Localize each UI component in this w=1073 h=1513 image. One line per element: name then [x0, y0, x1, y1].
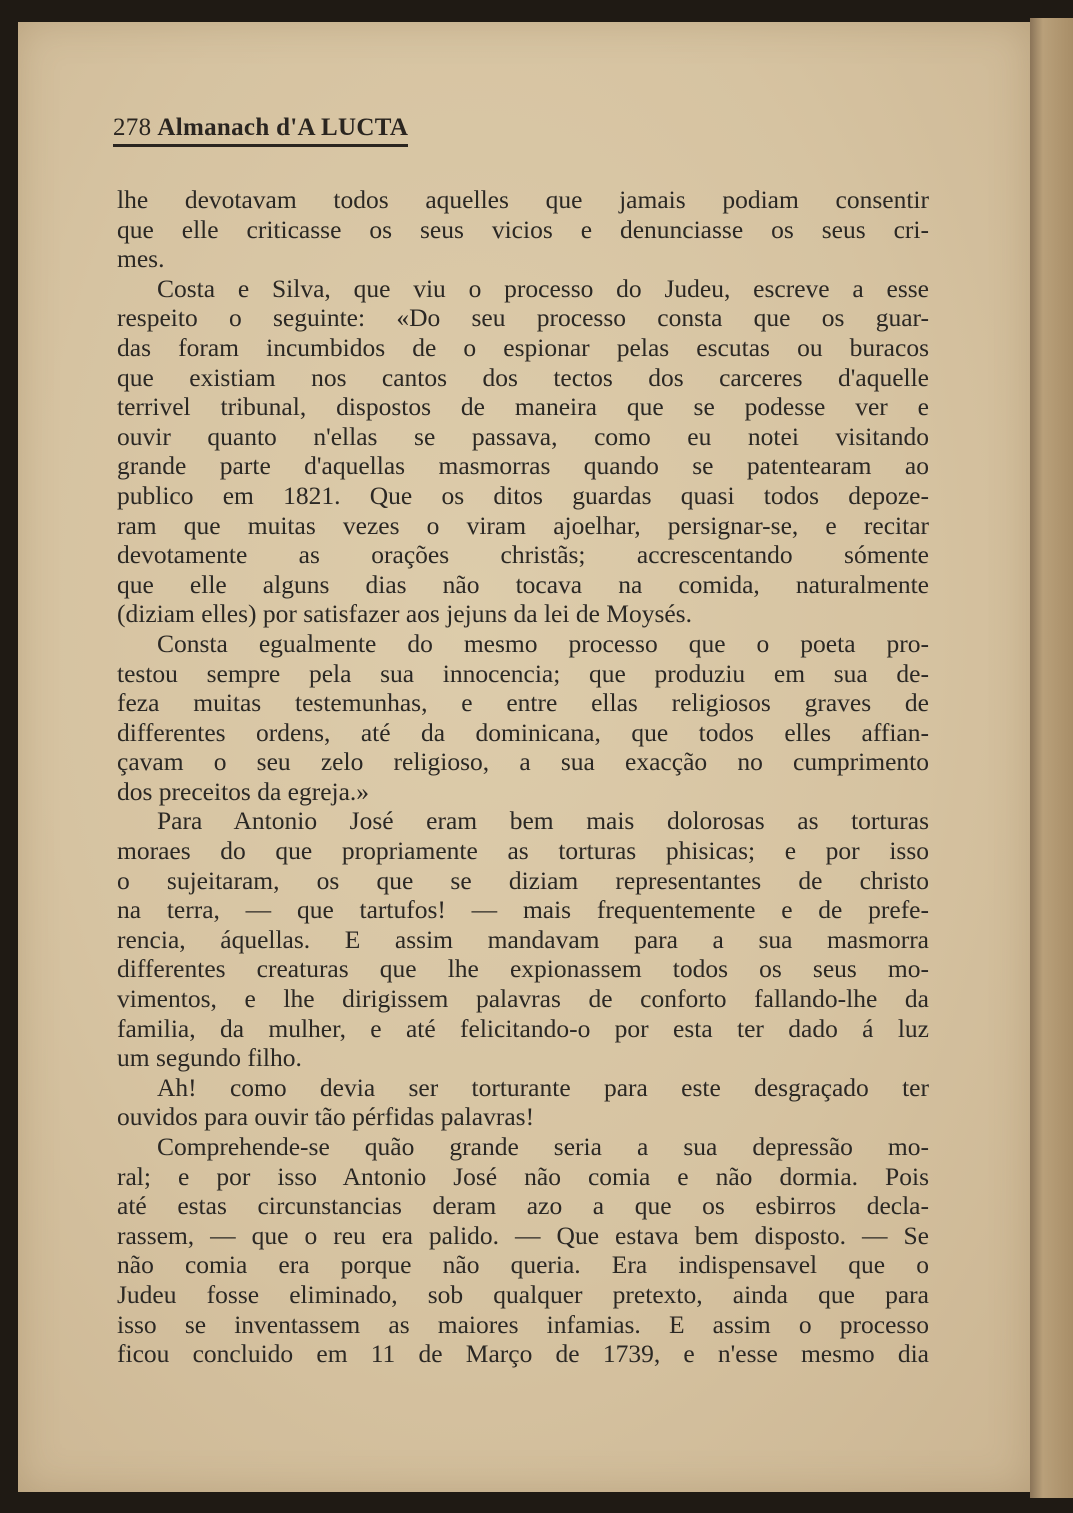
- text-line: differentes creaturas que lhe expionassem todos os seus mo-: [117, 954, 929, 984]
- text-line: publico em 1821. Que os ditos guardas quasi todos depoze-: [117, 480, 929, 510]
- text-line: Ah! como devia ser torturante para este desgraçado ter: [157, 1072, 929, 1102]
- text-line: (diziam elles) por satisfazer aos jejuns da lei de Moysés.: [117, 599, 692, 629]
- text-line: ficou concluido em 11 de Março de 1739, e n'esse mesmo dia: [117, 1339, 929, 1369]
- text-line: differentes ordens, até da dominicana, que todos elles affian-: [117, 717, 929, 747]
- text-line: terrivel tribunal, dispostos de maneira que se podesse ver e: [117, 392, 929, 422]
- text-line: grande parte d'aquellas masmorras quando se patentearam ao: [117, 451, 929, 481]
- text-line: Comprehende-se quão grande seria a sua depressão mo-: [157, 1132, 929, 1161]
- text-line: familia, da mulher, e até felicitando-o por esta ter dado á luz: [117, 1013, 929, 1043]
- text-line: ral; e por isso Antonio José não comia e não dormia. Pois: [117, 1161, 929, 1191]
- next-page-edge: [1030, 18, 1073, 1498]
- text-line: çavam o seu zelo religioso, a sua exacção no cumprimento: [117, 747, 929, 777]
- text-line: que existiam nos cantos dos tectos dos carceres d'aquelle: [117, 362, 929, 392]
- text-line: devotamente as orações christãs; accrescentando sómente: [117, 540, 929, 570]
- text-line: ram que muitas vezes o viram ajoelhar, persignar-se, e recitar: [117, 510, 929, 540]
- text-line: dos preceitos da egreja.»: [117, 776, 370, 806]
- text-line: Costa e Silva, que viu o processo do Judeu, escreve a esse: [157, 273, 929, 303]
- text-line: lhe devotavam todos aquelles que jamais podiam consentir: [117, 185, 929, 214]
- text-line: feza muitas testemunhas, e entre ellas religiosos graves de: [117, 688, 929, 718]
- text-line: que elle alguns dias não tocava na comida, naturalmente: [117, 569, 929, 599]
- text-line: testou sempre pela sua innocencia; que produziu em sua de-: [117, 658, 929, 688]
- text-line: Para Antonio José eram bem mais dolorosas as torturas: [157, 806, 929, 836]
- text-line: mes.: [117, 244, 165, 274]
- running-title: Almanach d'A LUCTA: [157, 114, 409, 141]
- text-line: até estas circunstancias deram azo a que os esbirros decla-: [117, 1191, 929, 1221]
- text-line: Consta egualmente do mesmo processo que o poeta pro-: [157, 628, 929, 658]
- text-line: rassem, — que o reu era palido. — Que estava bem disposto. — Se: [117, 1220, 929, 1250]
- text-line: na terra, — que tartufos! — mais frequentemente e de prefe-: [117, 895, 929, 925]
- text-line: das foram incumbidos de o espionar pelas escutas ou buracos: [117, 332, 929, 362]
- text-line: moraes do que propriamente as torturas phisicas; e por isso: [117, 836, 929, 866]
- text-line: ouvir quanto n'ellas se passava, como eu notei visitando: [117, 421, 929, 451]
- text-line: ouvidos para ouvir tão pérfidas palavras!: [117, 1102, 535, 1132]
- text-line: que elle criticasse os seus vicios e denunciasse os seus cri-: [117, 214, 929, 244]
- text-line: um segundo filho.: [117, 1043, 302, 1073]
- text-line: isso se inventassem as maiores infamias. E assim o processo: [117, 1309, 929, 1339]
- text-line: respeito o seguinte: «Do seu processo consta que os guar-: [117, 303, 929, 333]
- text-line: vimentos, e lhe dirigissem palavras de conforto fallando-lhe da: [117, 984, 929, 1014]
- text-line: rencia, áquellas. E assim mandavam para a sua masmorra: [117, 924, 929, 954]
- text-line: Judeu fosse eliminado, sob qualquer pretexto, ainda que para: [117, 1279, 929, 1309]
- running-header: [113, 114, 408, 147]
- text-line: não comia era porque não queria. Era indispensavel que o: [117, 1250, 929, 1280]
- page-number: 278: [113, 114, 152, 141]
- text-line: o sujeitaram, os que se diziam representantes de christo: [117, 865, 929, 895]
- body-text: [117, 185, 929, 1369]
